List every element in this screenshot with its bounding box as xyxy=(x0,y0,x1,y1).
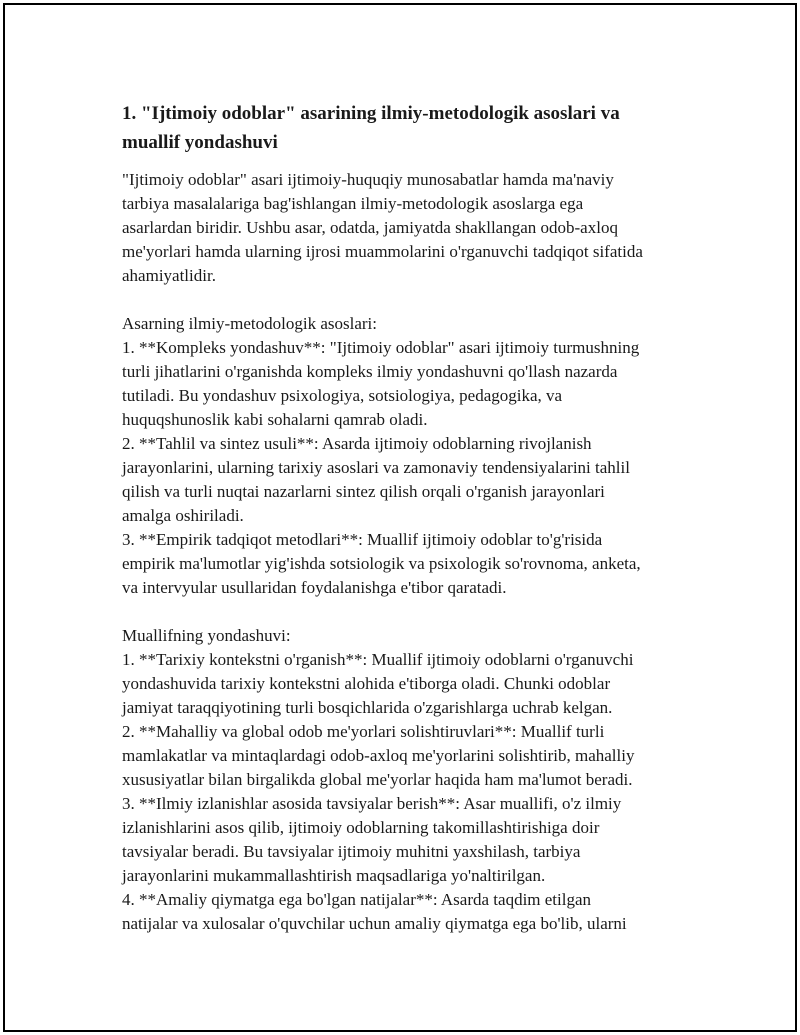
intro-paragraph xyxy=(122,168,702,288)
text-line: me'yorlari hamda ularning ijrosi muammolarini o'rganuvchi tadqiqot sifatida xyxy=(122,242,643,261)
section-label: Asarning ilmiy-metodologik asoslari: xyxy=(122,314,377,333)
text-line: tutiladi. Bu yondashuv psixologiya, sotsiologiya, pedagogika, va xyxy=(122,386,563,405)
text-line: 2. **Tahlil va sintez usuli**: Asarda ijtimoiy odoblarning rivojlanish xyxy=(122,434,592,453)
text-line: jarayonlarini mukammallashtirish maqsadlariga yo'naltirilgan. xyxy=(122,866,546,885)
text-line: asarlardan biridir. Ushbu asar, odatda, jamiyatda shakllangan odob-axloq xyxy=(122,218,618,237)
paragraph-spacer xyxy=(122,288,702,312)
text-line: 2. **Mahalliy va global odob me'yorlari solishtiruvlari**: Muallif turli xyxy=(122,722,605,741)
text-line: jarayonlarini, ularning tarixiy asoslari va zamonaviy tendensiyalarini tahlil xyxy=(122,458,630,477)
section-label: Muallifning yondashuvi: xyxy=(122,626,291,645)
text-line: yondashuvida tarixiy kontekstni alohida e'tiborga oladi. Chunki odoblar xyxy=(122,674,611,693)
text-line: natijalar va xulosalar o'quvchilar uchun amaliy qiymatga ega bo'lib, ularni xyxy=(122,914,627,933)
heading-line: muallif yondashuvi xyxy=(122,132,278,153)
text-line: 3. **Ilmiy izlanishlar asosida tavsiyalar berish**: Asar muallifi, o'z ilmiy xyxy=(122,794,622,813)
text-line: empirik ma'lumotlar yig'ishda sotsiologik va psixologik so'rovnoma, anketa, xyxy=(122,554,641,573)
text-line: tavsiyalar beradi. Bu tavsiyalar ijtimoiy muhitni yaxshilash, tarbiya xyxy=(122,842,581,861)
text-line: ahamiyatlidir. xyxy=(122,266,216,285)
text-line: mamlakatlar va mintaqlardagi odob-axloq me'yorlarini solishtirib, mahalliy xyxy=(122,746,635,765)
text-line: izlanishlarini asos qilib, ijtimoiy odoblarning takomillashtirishiga doir xyxy=(122,818,600,837)
text-line: va intervyular usullaridan foydalanishga e'tibor qaratadi. xyxy=(122,578,507,597)
text-line: tarbiya masalalariga bag'ishlangan ilmiy-metodologik asoslarga ega xyxy=(122,194,584,213)
text-line: 1. **Kompleks yondashuv**: "Ijtimoiy odoblar" asari ijtimoiy turmushning xyxy=(122,338,640,357)
text-line: jamiyat taraqqiyotining turli bosqichlarida o'zgarishlarga uchrab kelgan. xyxy=(122,698,613,717)
document-body xyxy=(122,99,702,936)
text-line: 1. **Tarixiy kontekstni o'rganish**: Muallif ijtimoiy odoblarni o'rganuvchi xyxy=(122,650,634,669)
text-line: xususiyatlar bilan birgalikda global me'yorlar haqida ham ma'lumot beradi. xyxy=(122,770,633,789)
text-line: "Ijtimoiy odoblar" asari ijtimoiy-huquqiy munosabatlar hamda ma'naviy xyxy=(122,170,614,189)
paragraph-spacer xyxy=(122,600,702,624)
text-line: amalga oshiriladi. xyxy=(122,506,244,525)
text-line: qilish va turli nuqtai nazarlarni sintez qilish orqali o'rganish jarayonlari xyxy=(122,482,605,501)
text-line: 3. **Empirik tadqiqot metodlari**: Muallif ijtimoiy odoblar to'g'risida xyxy=(122,530,603,549)
section-heading xyxy=(122,99,702,157)
heading-line: 1. "Ijtimoiy odoblar" asarining ilmiy-metodologik asoslari va xyxy=(122,103,620,124)
methodology-section xyxy=(122,312,702,600)
author-approach-section xyxy=(122,624,702,936)
text-line: 4. **Amaliy qiymatga ega bo'lgan natijalar**: Asarda taqdim etilgan xyxy=(122,890,592,909)
text-line: turli jihatlarini o'rganishda kompleks ilmiy yondashuvni qo'llash nazarda xyxy=(122,362,618,381)
page-frame xyxy=(3,3,797,1032)
text-line: huquqshunoslik kabi sohalarni qamrab oladi. xyxy=(122,410,428,429)
